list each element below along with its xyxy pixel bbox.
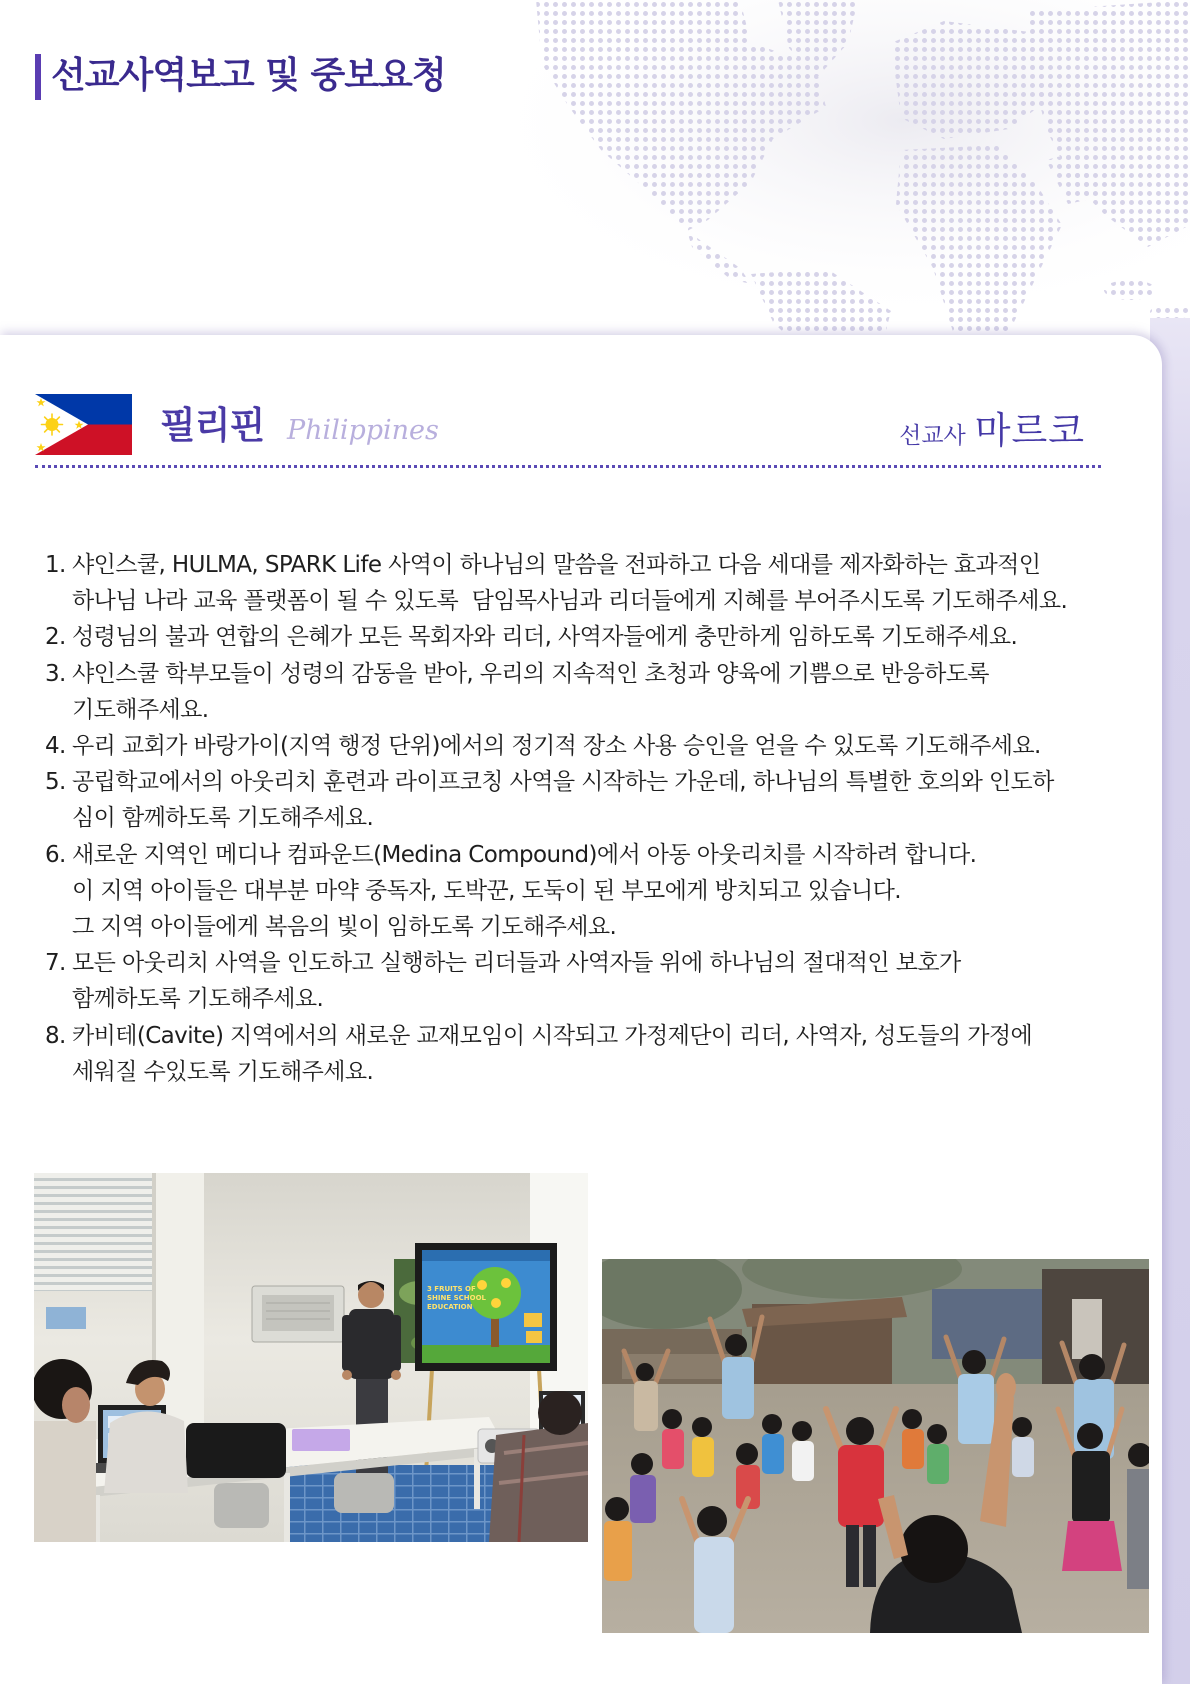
item-text-line: 공립학교에서의 아웃리치 훈련과 라이프코칭 사역을 시작하는 가운데, 하나님의 특별한 호의와 인도하	[72, 769, 1054, 796]
country-name-korean: 필리핀	[160, 404, 265, 447]
screen-text-line: 3 FRUITS OF	[427, 1285, 476, 1293]
item-number: 6.	[45, 841, 66, 868]
outreach-photo-image	[602, 1259, 1149, 1633]
item-text-line: 카비테(Cavite) 지역에서의 새로운 교재모임이 시작되고 가정제단이 리더, 사역자, 성도들의 가정에	[72, 1022, 1033, 1049]
item-number: 4.	[45, 733, 66, 760]
black-bag	[186, 1423, 286, 1478]
item-text-line: 하나님 나라 교육 플랫폼이 될 수 있도록 담임목사님과 리더들에게 지혜를 부어주시도록 기도해주세요.	[72, 588, 1068, 615]
title-accent-bar	[35, 54, 41, 100]
window-blinds	[34, 1173, 159, 1291]
item-text-line: 샤인스쿨, HULMA, SPARK Life 사역이 하나님의 말씀을 전파하고 다음 세대를 제자화하는 효과적인	[72, 552, 1041, 578]
item-text-line: 우리 교회가 바랑가이(지역 행정 단위)에서의 정기적 장소 사용 승인을 얻을 수 있도록 기도해주세요.	[72, 733, 1041, 760]
background-trees-and-shacks	[602, 1259, 1149, 1384]
laptop-purple	[292, 1429, 350, 1451]
philippines-flag-icon	[35, 394, 132, 455]
air-conditioner	[252, 1286, 344, 1342]
item-text-line: 이 지역 아이들은 대부분 마약 중독자, 도박꾼, 도둑이 된 부모에게 방치되고 있습니다.	[72, 877, 901, 904]
page-title: 선교사역보고 및 중보요청	[51, 55, 446, 96]
wall-poster	[46, 1307, 86, 1329]
item-number: 5.	[45, 769, 66, 796]
item-text-line: 기도해주세요.	[72, 696, 209, 723]
item-text-line: 세워질 수있도록 기도해주세요.	[72, 1058, 374, 1085]
prayer-request-item	[45, 837, 1153, 946]
presentation-screen	[415, 1243, 557, 1371]
missionary-name: 마르코	[974, 409, 1085, 452]
dotted-divider	[35, 465, 1101, 468]
item-text-line: 심이 함께하도록 기도해주세요.	[72, 805, 374, 832]
prayer-request-item	[45, 764, 1153, 836]
item-text-line: 새로운 지역인 메디나 컴파운드(Medina Compound)에서 아동 아웃리치를 시작하려 합니다.	[72, 841, 977, 868]
prayer-request-item	[45, 656, 1153, 728]
classroom-photo	[34, 1173, 588, 1542]
item-number: 8.	[45, 1022, 66, 1049]
item-text-line: 모든 아웃리치 사역을 인도하고 실행하는 리더들과 사역자들 위에 하나님의 절대적인 보호가	[72, 950, 961, 977]
item-number: 3.	[45, 660, 66, 687]
prayer-request-item	[45, 547, 1153, 619]
prayer-request-item	[45, 619, 1153, 655]
missionary-label: 선교사	[899, 423, 966, 449]
item-number: 1.	[45, 552, 66, 578]
item-text-line: 성령님의 불과 연합의 은혜가 모든 목회자와 리더, 사역자들에게 충만하게 임하도록 기도해주세요.	[72, 624, 1018, 651]
foreground-student-left	[34, 1359, 96, 1542]
item-text-line: 샤인스쿨 학부모들이 성령의 감동을 받아, 우리의 지속적인 초청과 양육에 기쁨으로 반응하도록	[72, 660, 989, 687]
outreach-photo	[602, 1259, 1149, 1633]
wall-pillar	[152, 1173, 204, 1445]
item-number: 7.	[45, 950, 66, 977]
screen-text-line: SHINE SCHOOL	[427, 1294, 486, 1302]
prayer-request-item	[45, 1018, 1153, 1090]
missionary-info	[899, 400, 1085, 454]
classroom-photo-image	[34, 1173, 588, 1542]
prayer-request-list	[45, 547, 1153, 1090]
prayer-request-item	[45, 945, 1153, 1017]
item-text-line: 그 지역 아이들에게 복음의 빛이 임하도록 기도해주세요.	[72, 914, 617, 941]
item-number: 2.	[45, 624, 66, 651]
screen-text-line: EDUCATION	[427, 1303, 473, 1311]
country-name-english: Philippines	[287, 415, 439, 446]
world-map-background	[470, 0, 1190, 345]
item-text-line: 함께하도록 기도해주세요.	[72, 986, 324, 1013]
prayer-request-item	[45, 728, 1153, 764]
